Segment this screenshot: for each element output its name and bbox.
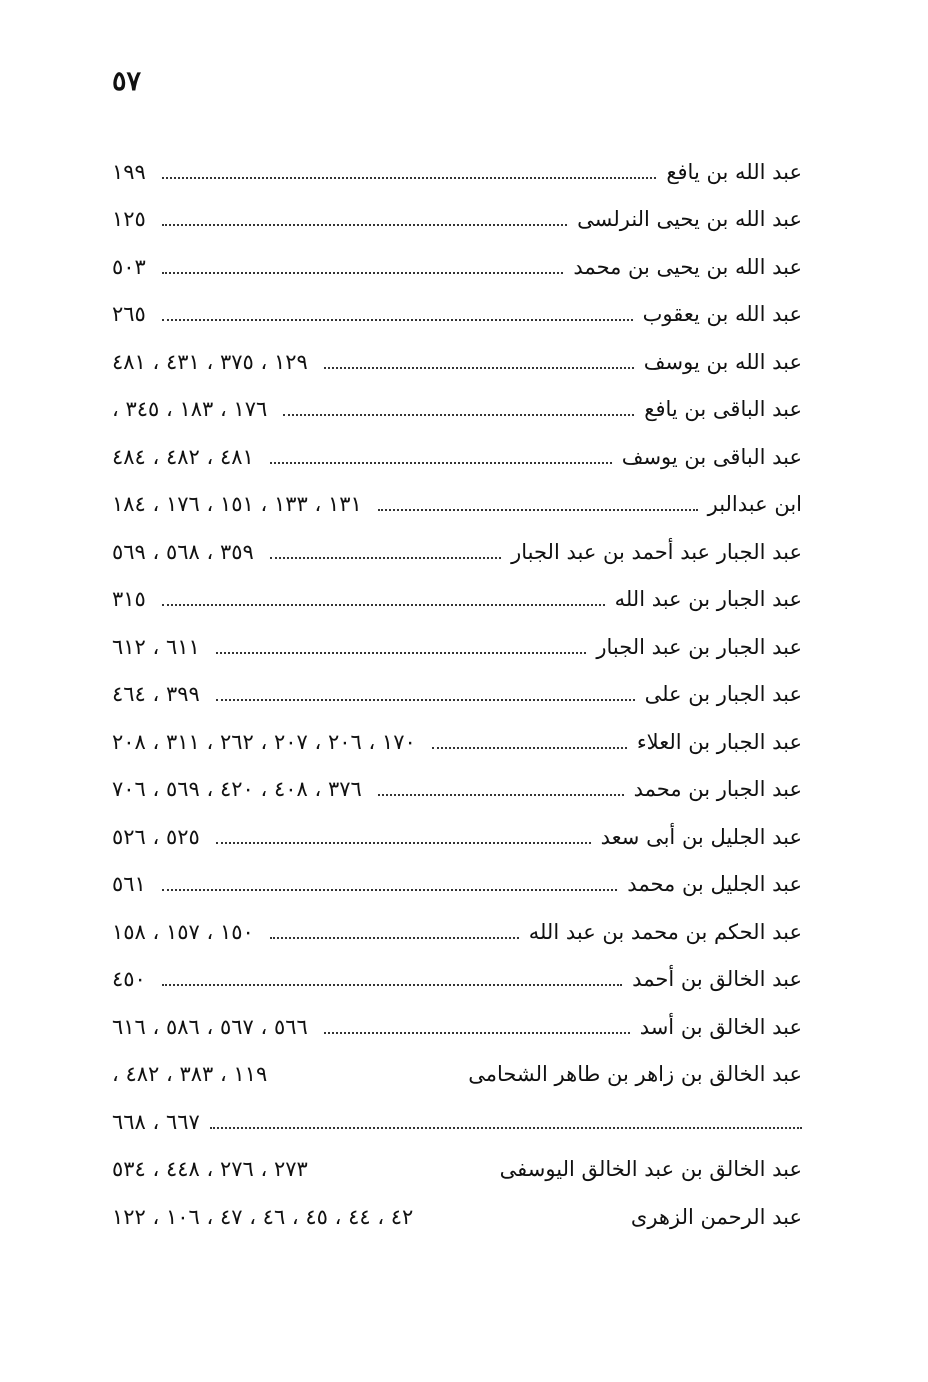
- name-index-list: [112, 148, 802, 1241]
- dot-leader: [324, 367, 634, 369]
- index-entry: [112, 1146, 802, 1194]
- entry-page-numbers: ١٧٦ ، ١٨٣ ، ٣٤٥ ،: [112, 397, 268, 422]
- index-entry: [112, 148, 802, 196]
- entry-name: عبد الجبار بن على: [644, 682, 802, 707]
- dot-leader: [270, 937, 519, 939]
- entry-name: عبد الجبار بن عبد الجبار: [596, 634, 802, 659]
- page-number: ٥٧: [112, 66, 142, 97]
- entry-page-numbers: ٢٧٣ ، ٢٧٦ ، ٤٤٨ ، ٥٣٤: [112, 1157, 308, 1182]
- dot-leader: [324, 1032, 630, 1034]
- index-entry: [112, 243, 802, 291]
- index-entry: [112, 1098, 802, 1146]
- entry-page-numbers: ٥٠٣: [112, 254, 146, 279]
- index-entry: [112, 671, 802, 719]
- index-entry: [112, 528, 802, 576]
- entry-page-numbers: ١٥٠ ، ١٥٧ ، ١٥٨: [112, 919, 254, 944]
- entry-page-numbers: ١٧٠ ، ٢٠٦ ، ٢٠٧ ، ٢٦٢ ، ٣١١ ، ٢٠٨: [112, 729, 416, 754]
- entry-page-numbers: ٣٩٩ ، ٤٦٤: [112, 682, 200, 707]
- dot-leader: [270, 462, 612, 464]
- dot-leader: [432, 747, 627, 749]
- index-entry: [112, 386, 802, 434]
- entry-name: عبد الخالق بن أحمد: [632, 967, 802, 992]
- entry-name: عبد الله بن يوسف: [643, 349, 802, 374]
- dot-leader: [210, 1127, 802, 1129]
- index-entry: [112, 1003, 802, 1051]
- entry-name: عبد الجليل بن محمد: [627, 872, 802, 897]
- index-entry: [112, 291, 802, 339]
- entry-page-numbers: ١٩٩: [112, 159, 146, 184]
- entry-page-numbers: ١٢٩ ، ٣٧٥ ، ٤٣١ ، ٤٨١: [112, 349, 308, 374]
- dot-leader: [162, 177, 657, 179]
- dot-leader: [216, 699, 635, 701]
- entry-name: عبد الخالق بن أسد: [639, 1014, 802, 1039]
- entry-page-numbers: ٦٦٧ ، ٦٦٨: [112, 1109, 200, 1134]
- entry-page-numbers: ٤٢ ، ٤٤ ، ٤٥ ، ٤٦ ، ٤٧ ، ١٠٦ ، ١٢٢: [112, 1204, 414, 1229]
- index-entry: [112, 623, 802, 671]
- dot-leader: [270, 557, 501, 559]
- entry-page-numbers: ٣١٥: [112, 587, 146, 612]
- entry-page-numbers: ٣٥٩ ، ٥٦٨ ، ٥٦٩: [112, 539, 254, 564]
- index-entry: [112, 813, 802, 861]
- entry-page-numbers: ١٢٥: [112, 207, 146, 232]
- entry-page-numbers: ٣٧٦ ، ٤٠٨ ، ٤٢٠ ، ٥٦٩ ، ٧٠٦: [112, 777, 362, 802]
- entry-name: عبد الخالق بن عبد الخالق اليوسفى: [499, 1157, 802, 1182]
- entry-name: عبد الباقى بن يوسف: [621, 444, 802, 469]
- index-entry: [112, 908, 802, 956]
- dot-leader: [162, 889, 617, 891]
- dot-leader: [378, 509, 698, 511]
- entry-name: عبد الجبار بن العلاء: [636, 729, 802, 754]
- index-entry: [112, 861, 802, 909]
- dot-leader: [216, 842, 591, 844]
- entry-page-numbers: ٥٦١: [112, 872, 146, 897]
- entry-name: ابن عبدالبر: [707, 492, 802, 517]
- dot-leader: [162, 272, 564, 274]
- entry-page-numbers: ٥٢٥ ، ٥٢٦: [112, 824, 200, 849]
- dot-leader: [162, 604, 605, 606]
- dot-leader: [162, 984, 622, 986]
- index-entry: [112, 481, 802, 529]
- dot-leader: [162, 319, 633, 321]
- index-entry: [112, 576, 802, 624]
- entry-page-numbers: ١١٩ ، ٣٨٣ ، ٤٨٢ ،: [112, 1062, 268, 1087]
- entry-name: عبد الله بن يافع: [666, 159, 802, 184]
- index-entry: [112, 766, 802, 814]
- dot-leader: [162, 224, 567, 226]
- entry-name: عبد الله بن يحيى بن محمد: [573, 254, 802, 279]
- entry-page-numbers: ١٣١ ، ١٣٣ ، ١٥١ ، ١٧٦ ، ١٨٤: [112, 492, 362, 517]
- entry-name: عبد الجبار بن عبد الله: [614, 587, 802, 612]
- entry-name: عبد الرحمن الزهرى: [630, 1204, 802, 1229]
- index-entry: [112, 433, 802, 481]
- entry-name: عبد الباقى بن يافع: [644, 397, 802, 422]
- entry-name: عبد الله بن يعقوب: [642, 302, 802, 327]
- entry-name: عبد الجبار بن محمد: [633, 777, 802, 802]
- index-entry: [112, 1051, 802, 1099]
- index-entry: [112, 196, 802, 244]
- entry-page-numbers: ٤٨١ ، ٤٨٢ ، ٤٨٤: [112, 444, 254, 469]
- dot-leader: [378, 794, 624, 796]
- entry-page-numbers: ٦١١ ، ٦١٢: [112, 634, 200, 659]
- entry-name: عبد الجليل بن أبى سعد: [600, 824, 802, 849]
- entry-name: عبد الخالق بن زاهر بن طاهر الشحامى: [468, 1062, 802, 1087]
- dot-leader: [283, 414, 634, 416]
- index-entry: [112, 1193, 802, 1241]
- entry-name: عبد الحكم بن محمد بن عبد الله: [528, 919, 802, 944]
- entry-page-numbers: ٤٥٠: [112, 967, 146, 992]
- index-entry: [112, 956, 802, 1004]
- index-entry: [112, 338, 802, 386]
- entry-page-numbers: ٥٦٦ ، ٥٦٧ ، ٥٨٦ ، ٦١٦: [112, 1014, 308, 1039]
- dot-leader: [216, 652, 587, 654]
- entry-name: عبد الله بن يحيى النرلسى: [577, 207, 802, 232]
- index-entry: [112, 718, 802, 766]
- entry-page-numbers: ٢٦٥: [112, 302, 146, 327]
- entry-name: عبد الجبار عبد أحمد بن عبد الجبار: [511, 539, 802, 564]
